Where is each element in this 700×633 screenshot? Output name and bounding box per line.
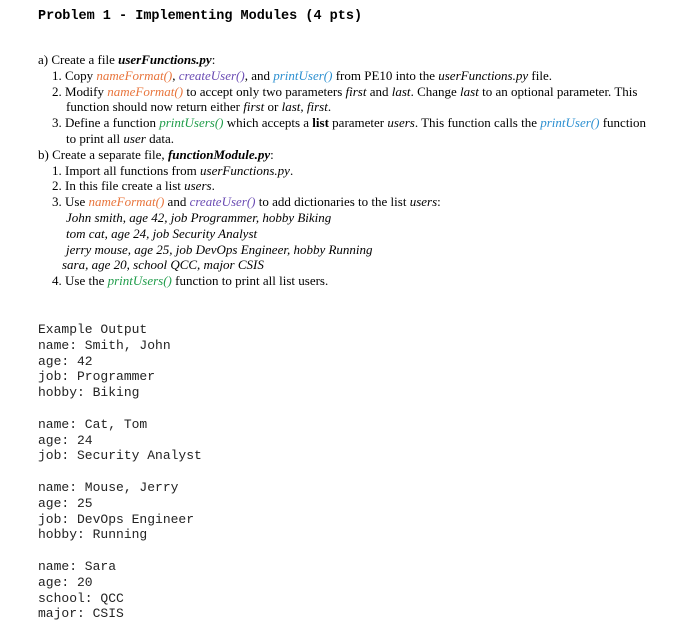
user-entry: tom cat, age 24, job Security Analyst — [66, 225, 258, 241]
text: : — [270, 146, 274, 162]
part-b-item-1 — [38, 163, 690, 179]
param: last, first — [281, 99, 328, 115]
filename: userFunctions.py — [118, 52, 212, 67]
output-line: major: CSIS — [38, 606, 124, 622]
function-name: nameFormat() — [107, 83, 184, 99]
text: data. — [145, 130, 174, 146]
output-line: age: 20 — [38, 574, 93, 590]
text: and — [366, 83, 392, 99]
text: 4. Use the — [52, 273, 108, 289]
text: . Change — [410, 83, 461, 99]
function-name: printUser() — [540, 115, 600, 131]
function-name: nameFormat() — [88, 194, 165, 210]
function-name: nameFormat() — [96, 67, 173, 83]
param: last — [391, 83, 411, 99]
part-a-item-2-cont — [38, 99, 690, 115]
text: , and — [244, 67, 274, 83]
text: b) Create a separate file, — [38, 146, 168, 162]
text: and — [164, 194, 190, 210]
output-line: hobby: Biking — [38, 385, 140, 401]
part-a-item-3 — [38, 115, 690, 131]
output-line: school: QCC — [38, 590, 124, 606]
text: . This function calls the — [414, 115, 541, 131]
filename: userFunctions.py — [438, 67, 529, 83]
text: . — [327, 99, 332, 115]
text: function to print all list users. — [171, 273, 329, 289]
text: which accepts a — [223, 115, 313, 131]
param: user — [123, 130, 146, 146]
text: 3. Use — [52, 194, 89, 210]
part-a-item-1 — [38, 68, 690, 84]
output-line: job: Programmer — [38, 369, 156, 385]
output-line: age: 25 — [38, 495, 93, 511]
example-output — [38, 322, 202, 622]
param: last — [460, 83, 479, 99]
part-b-heading — [38, 147, 690, 163]
text: to accept only two parameters — [183, 83, 346, 99]
function-name: printUsers() — [107, 273, 172, 289]
param: users — [184, 178, 212, 194]
part-b-item-2 — [38, 178, 690, 194]
text: 1. Import all functions from — [52, 162, 201, 178]
text: to an optional parameter. This — [478, 83, 638, 99]
output-line: name: Cat, Tom — [38, 416, 148, 432]
part-b-item-3 — [38, 194, 690, 210]
text: . — [211, 178, 215, 194]
text: parameter — [328, 115, 388, 131]
text: 3. Define a function — [52, 115, 160, 131]
text: function should now return either — [66, 99, 244, 115]
filename: userFunctions.py — [200, 162, 290, 178]
text: , — [172, 67, 179, 83]
problem-title: Problem 1 - Implementing Modules (4 pts) — [38, 9, 363, 24]
text: from PE10 into the — [332, 67, 439, 83]
part-a-heading — [38, 52, 690, 68]
text: to print all — [66, 130, 124, 146]
function-name: printUser() — [273, 67, 333, 83]
text: : — [211, 52, 216, 67]
output-line: hobby: Running — [38, 527, 148, 543]
function-name: createUser() — [178, 67, 245, 83]
output-line: name: Sara — [38, 558, 117, 574]
text: 2. In this file create a list — [52, 178, 185, 194]
param: users — [409, 194, 438, 210]
user-entry: John smith, age 42, job Programmer, hobby Biking — [66, 209, 332, 225]
text: function — [599, 115, 647, 131]
output-line: name: Mouse, Jerry — [38, 479, 179, 495]
spacer — [38, 464, 202, 480]
user-entry: jerry mouse, age 25, job DevOps Engineer, hobby Running — [66, 241, 373, 257]
text: file. — [528, 67, 552, 83]
output-line: age: 42 — [38, 353, 93, 369]
text: to add dictionaries to the list — [255, 194, 410, 210]
output-line: age: 24 — [38, 432, 93, 448]
text: a) Create a file — [38, 52, 119, 67]
param: first — [345, 83, 367, 99]
text: 2. Modify — [52, 83, 108, 99]
output-line: name: Smith, John — [38, 337, 171, 353]
spacer — [38, 401, 202, 417]
keyword: list — [312, 115, 329, 131]
text: : — [437, 194, 441, 210]
part-b-item-4 — [38, 273, 690, 289]
text: 1. Copy — [52, 67, 97, 83]
part-a-item-2 — [38, 84, 690, 100]
output-line: job: Security Analyst — [38, 448, 202, 464]
text: . — [289, 162, 294, 178]
output-line: job: DevOps Engineer — [38, 511, 195, 527]
example-heading: Example Output — [38, 322, 148, 337]
spacer — [38, 543, 202, 559]
part-a-item-3-cont — [38, 131, 690, 147]
instructions — [38, 52, 690, 289]
function-name: printUsers() — [159, 115, 224, 131]
param: first — [243, 99, 265, 115]
filename: functionModule.py — [167, 146, 271, 162]
user-entry: sara, age 20, school QCC, major CSIS — [62, 257, 264, 273]
param: users — [387, 115, 415, 131]
text: or — [264, 99, 282, 115]
function-name: createUser() — [189, 194, 256, 210]
